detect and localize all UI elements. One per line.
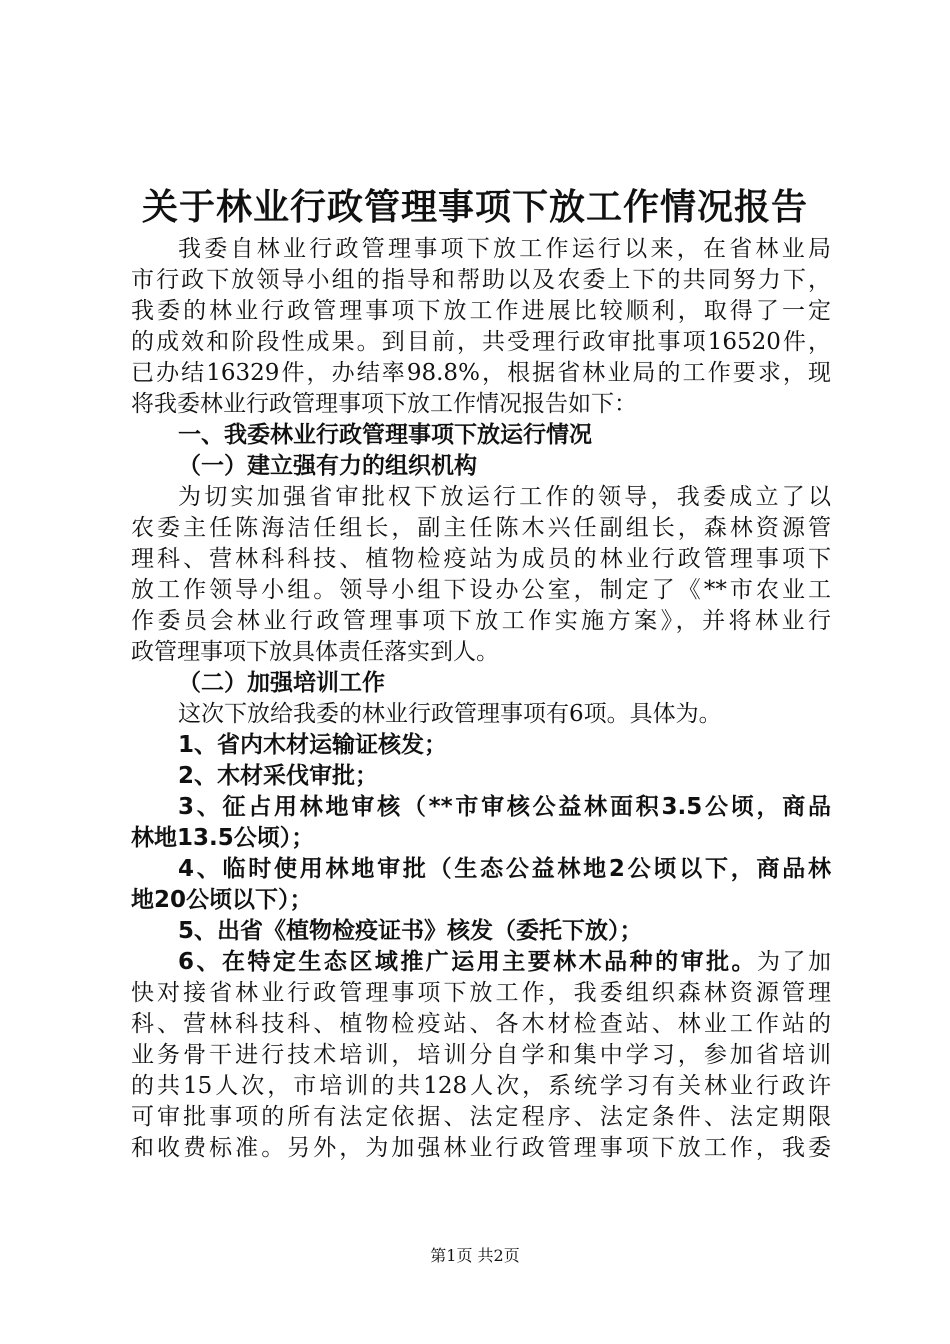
- paragraph-line: 业务骨干进行技术培训，培训分自学和集中学习，参加省培训: [131, 1042, 831, 1068]
- page-number: 第1页 共2页: [430, 1246, 520, 1265]
- paragraph-fragment: 为了加: [757, 949, 831, 975]
- paragraph-line: 我委的林业行政管理事项下放工作进展比较顺利，取得了一定: [131, 298, 831, 324]
- list-item-with-continuation: [131, 947, 831, 978]
- list-item: 3、征占用林地审核（**市审核公益林面积3.5公顷，商品: [178, 794, 831, 820]
- section-heading: 一、我委林业行政管理事项下放运行情况: [178, 422, 592, 448]
- paragraph-line: 可审批事项的所有法定依据、法定程序、法定条件、法定期限: [131, 1104, 831, 1130]
- paragraph-line: 作委员会林业行政管理事项下放工作实施方案》，并将林业行: [131, 608, 831, 634]
- subsection-heading: （一）建立强有力的组织机构: [178, 453, 477, 479]
- paragraph-line: 理科、营林科科技、植物检疫站为成员的林业行政管理事项下: [131, 546, 831, 572]
- paragraph-line: 这次下放给我委的林业行政管理事项有6项。具体为。: [178, 701, 722, 727]
- paragraph-line: 快对接省林业行政管理事项下放工作，我委组织森林资源管理: [131, 980, 831, 1006]
- document-title: 关于林业行政管理事项下放工作情况报告: [141, 187, 808, 228]
- paragraph-line: 科、营林科技科、植物检疫站、各木材检查站、林业工作站的: [131, 1011, 831, 1037]
- paragraph-line: 为切实加强省审批权下放运行工作的领导，我委成立了以: [178, 484, 831, 510]
- paragraph-line: 的成效和阶段性成果。到目前，共受理行政审批事项16520件，: [131, 329, 831, 355]
- paragraph-line: 政管理事项下放具体责任落实到人。: [131, 639, 499, 665]
- paragraph-line: 的共15人次，市培训的共128人次，系统学习有关林业行政许: [131, 1073, 831, 1099]
- list-item: 5、出省《植物检疫证书》核发（委托下放）；: [178, 918, 643, 944]
- list-item: 2、木材采伐审批；: [178, 763, 379, 789]
- document-body: [131, 234, 831, 1164]
- list-item: 4、临时使用林地审批（生态公益林地2公顷以下，商品林: [178, 856, 831, 882]
- subsection-heading: （二）加强培训工作: [178, 670, 385, 696]
- paragraph-line: 已办结16329件，办结率98.8%，根据省林业局的工作要求，现: [131, 360, 831, 386]
- paragraph-line: 和收费标准。另外，为加强林业行政管理事项下放工作，我委: [131, 1135, 831, 1161]
- paragraph-line: 农委主任陈海洁任组长，副主任陈木兴任副组长，森林资源管: [131, 515, 831, 541]
- list-item: 地20公顷以下）；: [131, 887, 313, 913]
- paragraph-line: 市行政下放领导小组的指导和帮助以及农委上下的共同努力下，: [131, 267, 831, 293]
- paragraph-line: 将我委林业行政管理事项下放工作情况报告如下：: [131, 391, 637, 417]
- list-item: 林地13.5公顷）；: [131, 825, 315, 851]
- paragraph-line: 我委自林业行政管理事项下放工作运行以来，在省林业局: [178, 236, 831, 262]
- list-item: 6、在特定生态区域推广运用主要林木品种的审批。: [178, 949, 758, 975]
- paragraph-line: 放工作领导小组。领导小组下设办公室，制定了《**市农业工: [131, 577, 831, 603]
- list-item: 1、省内木材运输证核发；: [178, 732, 448, 758]
